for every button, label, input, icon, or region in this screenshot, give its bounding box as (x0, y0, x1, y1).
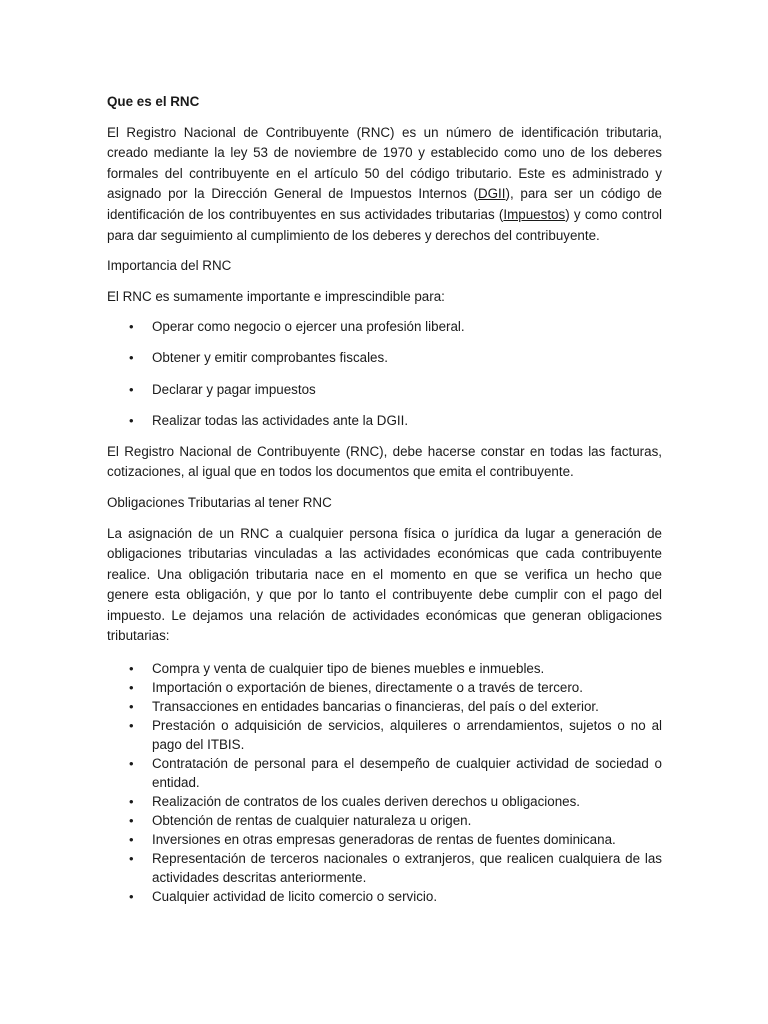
list-item-text: Declarar y pagar impuestos (152, 381, 316, 397)
list-item (107, 317, 662, 338)
bullet-icon: • (129, 889, 134, 905)
section-title-importancia: Importancia del RNC (107, 258, 232, 274)
list-item-text: Realizar todas las actividades ante la DGII. (152, 412, 409, 428)
bullet-icon: • (129, 381, 134, 397)
list-item-text: Compra y venta de cualquier tipo de bienes muebles e inmuebles. (152, 661, 545, 677)
rnc-definition-paragraph (107, 123, 662, 247)
impuestos-link[interactable]: Impuestos (503, 206, 566, 222)
bullet-icon: • (129, 794, 134, 810)
document-page (107, 92, 662, 906)
obligaciones-list (107, 659, 662, 906)
section-title-que-es-rnc: Que es el RNC (107, 94, 200, 109)
list-item (107, 411, 662, 432)
list-item-text: Obtención de rentas de cualquier naturaleza u origen. (152, 813, 472, 829)
list-item (107, 380, 662, 401)
list-item-text: Prestación o adquisición de servicios, alquileres o arrendamientos, sujetos o no al pago del ITBIS. (152, 718, 662, 753)
list-item (107, 849, 662, 887)
bullet-icon: • (129, 718, 134, 734)
list-item-text: Importación o exportación de bienes, directamente o a través de tercero. (152, 680, 583, 696)
obligaciones-paragraph: La asignación de un RNC a cualquier persona física o jurídica da lugar a generación de obligaciones tributarias vinculadas a las actividades económicas que cada contribuyente realice. Una obligación tributaria nace en el momento en que se verifica un hecho que genere esta obligación, y que por lo tanto el contribuyente debe cumplir con el pago del impuesto. Le dejamos una relación de actividades económicas que generan obligaciones tributarias: (107, 525, 662, 644)
bullet-icon: • (129, 851, 134, 867)
list-item (107, 887, 662, 906)
bullet-icon: • (129, 661, 134, 677)
list-item-text: Realización de contratos de los cuales deriven derechos u obligaciones. (152, 794, 581, 810)
bullet-icon: • (129, 832, 134, 848)
paragraph-text: ), para ser un código de identificación de los contribuyentes en sus actividades tributarias ( (107, 186, 662, 222)
list-item-text: Obtener y emitir comprobantes fiscales. (152, 350, 388, 366)
importancia-closing-paragraph: El Registro Nacional de Contribuyente (RNC), debe hacerse constar en todas las facturas, cotizaciones, al igual que en todos los documentos que emita el contribuyente. (107, 443, 662, 480)
paragraph-text: El Registro Nacional de Contribuyente (RNC) es un número de identificación tributaria, creado mediante la ley 53 de noviembre de 1970 y establecido como uno de los deberes formales del contribuyente en el artículo 50 del código tributario. Este es administrado y asignado por la Dirección General de Impuestos Internos ( (107, 124, 662, 202)
list-item (107, 659, 662, 678)
list-item-text: Contratación de personal para el desempeño de cualquier actividad de sociedad o entidad. (152, 756, 662, 791)
list-item (107, 678, 662, 697)
bullet-icon: • (129, 813, 134, 829)
bullet-icon: • (129, 680, 134, 696)
list-item-text: Operar como negocio o ejercer una profesión liberal. (152, 319, 465, 335)
list-item-text: Inversiones en otras empresas generadoras de rentas de fuentes dominicana. (152, 832, 616, 848)
list-item (107, 697, 662, 716)
list-item (107, 716, 662, 754)
list-item-text: Representación de terceros nacionales o extranjeros, que realicen cualquiera de las actividades descritas anteriormente. (152, 851, 662, 886)
list-item (107, 754, 662, 792)
list-item (107, 348, 662, 369)
bullet-icon: • (129, 699, 134, 715)
importancia-intro: El RNC es sumamente importante e imprescindible para: (107, 288, 445, 304)
paragraph-text: ) y como control para dar seguimiento al cumplimiento de los deberes y derechos del contribuyente. (107, 206, 662, 243)
section-title-obligaciones: Obligaciones Tributarias al tener RNC (107, 494, 332, 510)
dgii-link[interactable]: DGII (477, 186, 506, 202)
list-item (107, 811, 662, 830)
list-item-text: Transacciones en entidades bancarias o financieras, del país o del exterior. (152, 699, 599, 715)
list-item (107, 792, 662, 811)
bullet-icon: • (129, 412, 134, 428)
bullet-icon: • (129, 756, 134, 772)
bullet-icon: • (129, 319, 134, 335)
list-item (107, 830, 662, 849)
importancia-list (107, 317, 662, 431)
list-item-text: Cualquier actividad de licito comercio o servicio. (152, 889, 438, 905)
bullet-icon: • (129, 350, 134, 366)
